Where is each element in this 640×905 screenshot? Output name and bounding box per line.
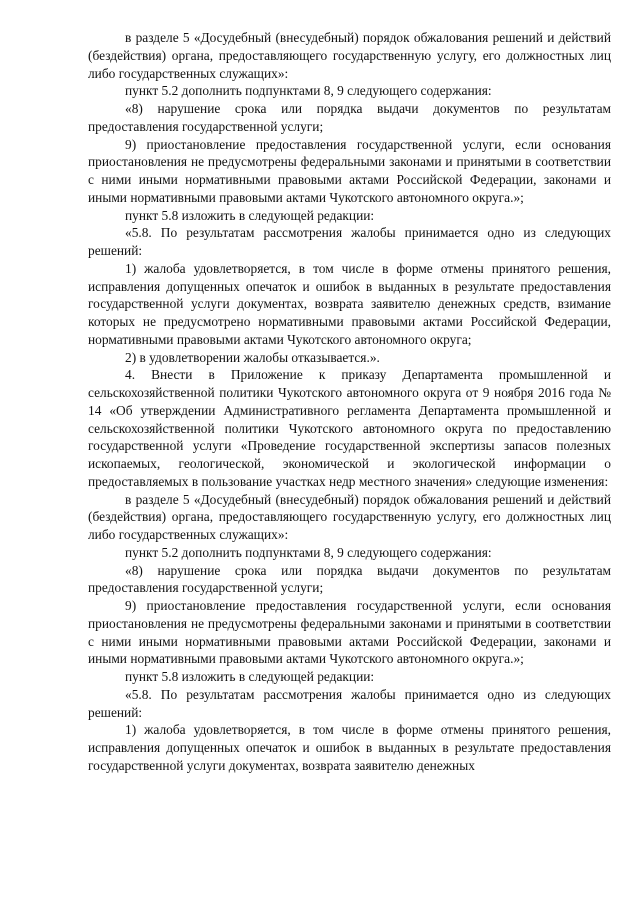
clause-5-8-text-paragraph-repeat: «5.8. По результатам рассмотрения жалобы принимается одно из следующих решений:: [88, 686, 611, 720]
decision-1-paragraph: 1) жалоба удовлетворяется, в том числе в форме отмены принятого решения, исправления допущенных опечаток и ошибок в выданных в результате предоставления государственной услуги документах, возврата заявителю денежных средств, взимание которых не предусмотрено нормативными правовыми актами Российской Федерации, нормативными правовыми актами Чукотского автономного округа;: [88, 260, 611, 347]
subclause-9-paragraph-repeat: 9) приостановление предоставления государственной услуги, если основания приостановления не предусмотрены федеральными законами и принятыми в соответствии с ними иными нормативными правовыми актами Российской Федерации, законами и иными нормативными правовыми актами Чукотского автономного округа.»;: [88, 598, 611, 667]
clause-5-8-text-paragraph: «5.8. По результатам рассмотрения жалобы принимается одно из следующих решений:: [88, 225, 611, 258]
clause-5-8-paragraph-repeat: пункт 5.8 изложить в следующей редакции:: [125, 669, 375, 684]
section5-intro-paragraph-repeat: в разделе 5 «Досудебный (внесудебный) порядок обжалования решений и действий (бездействия) органа, предоставляющего государственную услугу, его должностных лиц либо государственных служащих»:: [88, 491, 611, 542]
document-page: [88, 29, 611, 775]
clause-5-8-paragraph: пункт 5.8 изложить в следующей редакции:: [125, 207, 375, 223]
subclause-8-paragraph-repeat: «8) нарушение срока или порядка выдачи документов по результатам предоставления государственной услуги;: [88, 562, 611, 596]
decision-2-paragraph: 2) в удовлетворении жалобы отказывается.».: [125, 349, 380, 365]
subclause-9-paragraph: 9) приостановление предоставления государственной услуги, если основания приостановления не предусмотрены федеральными законами и принятыми в соответствии с ними иными нормативными правовыми актами Российской Федерации, законами и иными нормативными правовыми актами Чукотского автономного округа.»;: [88, 136, 611, 205]
section5-intro-paragraph: в разделе 5 «Досудебный (внесудебный) порядок обжалования решений и действий (бездействия) органа, предоставляющего государственную услугу, его должностных лиц либо государственных служащих»:: [88, 30, 611, 81]
item-4-paragraph: 4. Внести в Приложение к приказу Департамента промышленной и сельскохозяйственной политики Чукотского автономного округа от 9 ноября 2016 года № 14 «Об утверждении Административного регламента Департамента промышленной и сельскохозяйственной политики Чукотского автономного округа по предоставлению государственной услуги «Проведение государственной экспертизы запасов полезных ископаемых, геологической, экономической и экологической информации о предоставляемых в пользование участках недр местного значения» следующие изменения:: [88, 367, 611, 489]
clause-5-2-paragraph-repeat: пункт 5.2 дополнить подпунктами 8, 9 следующего содержания:: [125, 544, 492, 560]
decision-1-paragraph-repeat: 1) жалоба удовлетворяется, в том числе в форме отмены принятого решения, исправления допущенных опечаток и ошибок в выданных в результате предоставления государственной услуги документах, возврата заявителю денежных: [88, 722, 611, 773]
clause-5-2-paragraph: пункт 5.2 дополнить подпунктами 8, 9 следующего содержания:: [125, 83, 492, 99]
subclause-8-paragraph: «8) нарушение срока или порядка выдачи документов по результатам предоставления государственной услуги;: [88, 101, 611, 134]
